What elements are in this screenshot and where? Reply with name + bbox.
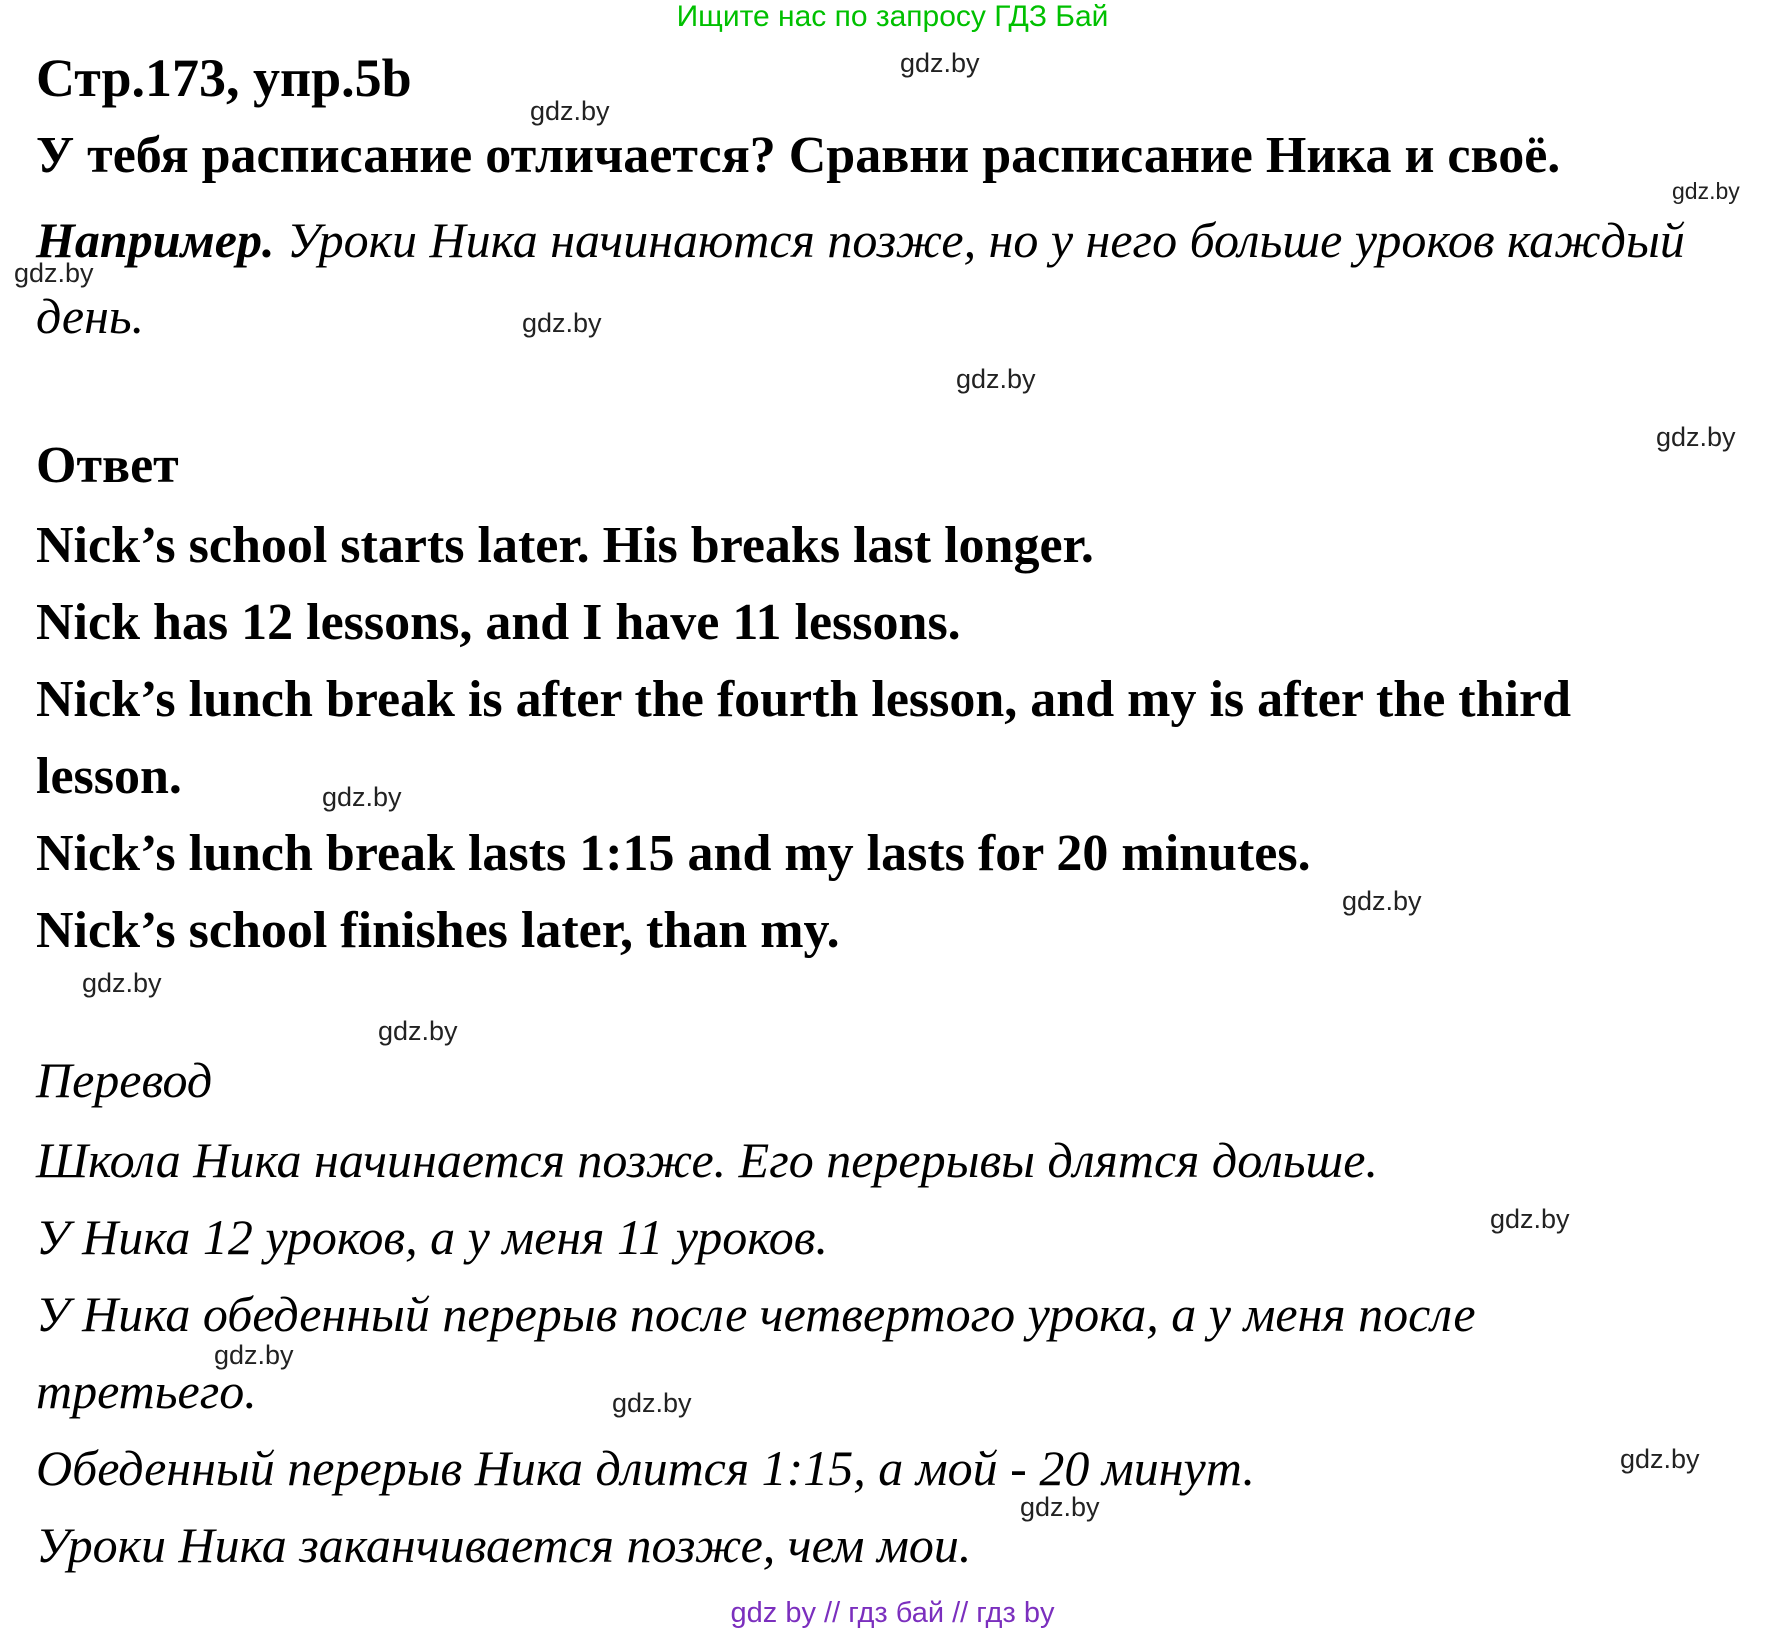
footer-links: gdz by // гдз бай // гдз by xyxy=(730,1597,1055,1629)
watermark: gdz.by xyxy=(1656,422,1736,452)
page-title: Стр.173, упр.5b xyxy=(36,48,412,108)
example-text: Уроки Ника начинаются позже, но у него больше уроков каждый день. xyxy=(36,212,1685,344)
translation-heading: Перевод xyxy=(36,1052,213,1108)
translation-line: У Ника обеденный перерыв после четвертого урока, а у меня после xyxy=(36,1286,1476,1342)
task-statement: У тебя расписание отличается? Сравни расписание Ника и своё. xyxy=(36,127,1561,184)
translation-line: Уроки Ника заканчивается позже, чем мои. xyxy=(36,1517,972,1573)
watermark: gdz.by xyxy=(612,1388,692,1418)
watermark: gdz.by xyxy=(322,782,402,812)
translation-line: третьего. xyxy=(36,1363,257,1419)
translation-line: У Ника 12 уроков, а у меня 11 уроков. xyxy=(36,1209,828,1265)
watermark: gdz.by xyxy=(378,1016,458,1046)
answer-heading: Ответ xyxy=(36,437,179,494)
answer-line: Nick’s school starts later. His breaks last longer. xyxy=(36,517,1094,574)
watermark: gdz.by xyxy=(1490,1204,1570,1234)
watermark: gdz.by xyxy=(900,48,980,78)
translation-line: Школа Ника начинается позже. Его перерывы длятся дольше. xyxy=(36,1132,1378,1188)
watermark: gdz.by xyxy=(14,258,94,288)
answer-line: lesson. xyxy=(36,748,182,805)
watermark: gdz.by xyxy=(1620,1444,1700,1474)
answer-line: Nick’s lunch break is after the fourth lesson, and my is after the third xyxy=(36,671,1571,728)
answer-line: Nick has 12 lessons, and I have 11 lessons. xyxy=(36,594,961,651)
example-label: Например. xyxy=(36,212,275,268)
watermark: gdz.by xyxy=(82,968,162,998)
watermark: gdz.by xyxy=(214,1340,294,1370)
watermark: gdz.by xyxy=(956,364,1036,394)
watermark: gdz.by xyxy=(522,308,602,338)
watermark: gdz.by xyxy=(1672,178,1740,204)
watermark: gdz.by xyxy=(1342,886,1422,916)
search-banner: Ищите нас по запросу ГДЗ Бай xyxy=(676,0,1109,33)
example-block xyxy=(36,202,1776,354)
answer-line: Nick’s lunch break lasts 1:15 and my lasts for 20 minutes. xyxy=(36,825,1311,882)
translation-line: Обеденный перерыв Ника длится 1:15, а мой - 20 минут. xyxy=(36,1440,1255,1496)
answer-line: Nick’s school finishes later, than my. xyxy=(36,902,840,959)
watermark: gdz.by xyxy=(1020,1492,1100,1522)
watermark: gdz.by xyxy=(530,96,610,126)
